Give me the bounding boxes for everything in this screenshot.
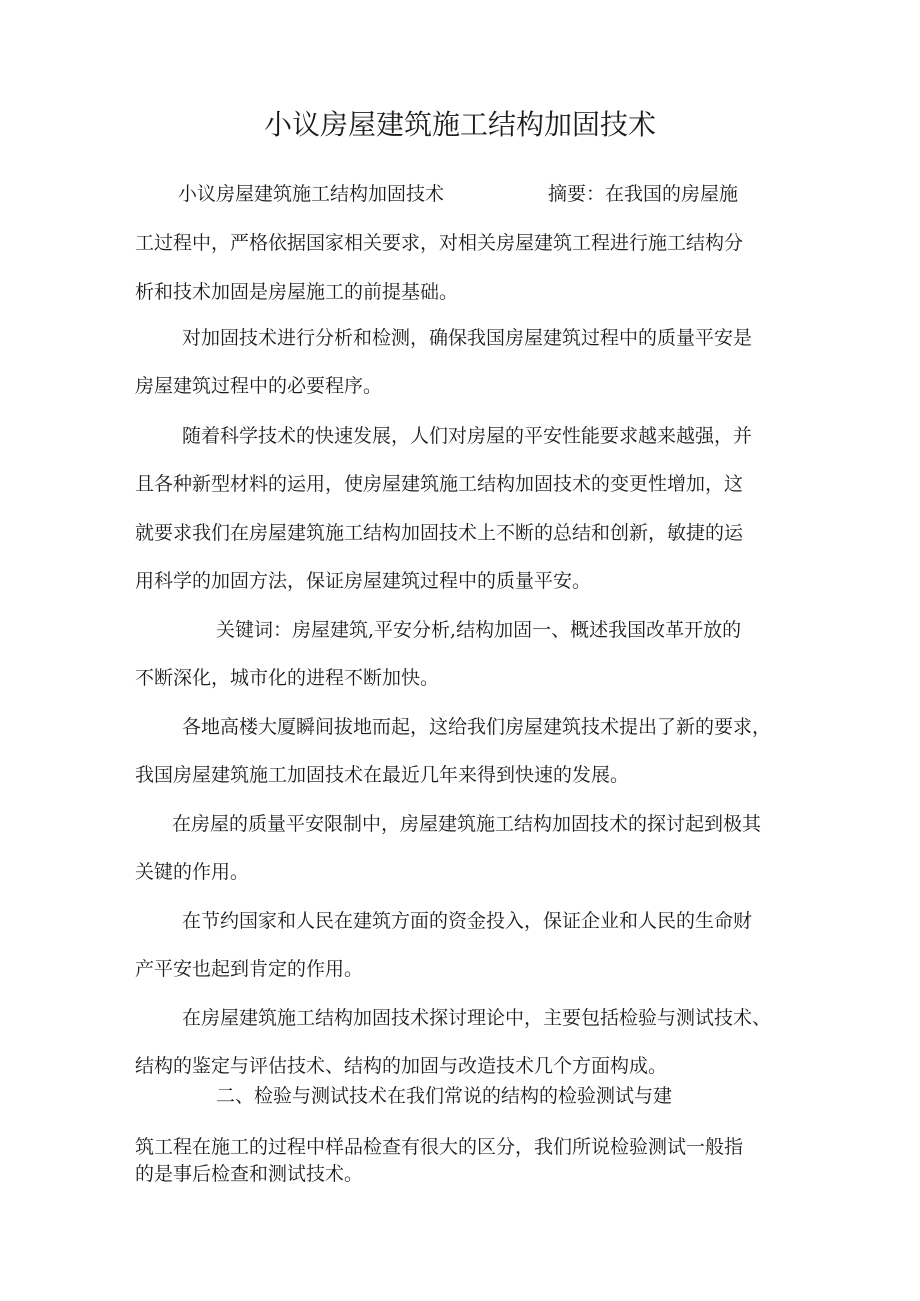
text-line: 工过程中，严格依据国家相关要求，对相关房屋建筑工程进行施工结构分	[135, 232, 744, 254]
text-line: 在房屋的质量平安限制中，房屋建筑施工结构加固技术的探讨起到极其	[172, 813, 762, 835]
text-line: 用科学的加固方法，保证房屋建筑过程中的质量平安。	[135, 570, 592, 592]
text-line: 结构的鉴定与评估技术、结构的加固与改造技术几个方面构成。	[135, 1055, 668, 1077]
text-line: 关键词：房屋建筑,平安分析,结构加固一、概述我国改革开放的	[216, 619, 742, 641]
text-line: 且各种新型材料的运用，使房屋建筑施工结构加固技术的变更性增加，这	[135, 473, 744, 495]
text-line: 关键的作用。	[135, 861, 250, 883]
text-line: 我国房屋建筑施工加固技术在最近几年来得到快速的发展。	[135, 764, 630, 786]
text-line: 的是事后检查和测试技术。	[135, 1163, 364, 1185]
text-line: 随着科学技术的快速发展，人们对房屋的平安性能要求越来越强，并	[182, 425, 753, 447]
text-line: 摘要：在我国的房屋施	[548, 183, 739, 205]
text-line: 产平安也起到肯定的作用。	[135, 958, 364, 980]
text-line: 在节约国家和人民在建筑方面的资金投入，保证企业和人民的生命财	[182, 910, 753, 932]
text-line: 筑工程在施工的过程中样品检查有很大的区分，我们所说检验测试一般指	[135, 1136, 744, 1158]
text-line: 房屋建筑过程中的必要程序。	[135, 375, 383, 397]
document-title: 小议房屋建筑施工结构加固技术	[263, 108, 656, 141]
text-line: 不断深化，城市化的进程不断加快。	[135, 667, 440, 689]
text-line: 析和技术加固是房屋施工的前提基础。	[135, 281, 459, 303]
text-line: 二、检验与测试技术在我们常说的结构的检验测试与建	[216, 1085, 673, 1107]
text-line: 对加固技术进行分析和检测，确保我国房屋建筑过程中的质量平安是	[182, 327, 753, 349]
text-line: 小议房屋建筑施工结构加固技术	[178, 183, 445, 205]
text-line: 各地高楼大厦瞬间拔地而起，这给我们房屋建筑技术提出了新的要求，	[182, 716, 772, 738]
text-line: 在房屋建筑施工结构加固技术探讨理论中，主要包括检验与测试技术、	[182, 1007, 772, 1029]
text-line: 就要求我们在房屋建筑施工结构加固技术上不断的总结和创新，敏捷的运	[135, 522, 744, 544]
